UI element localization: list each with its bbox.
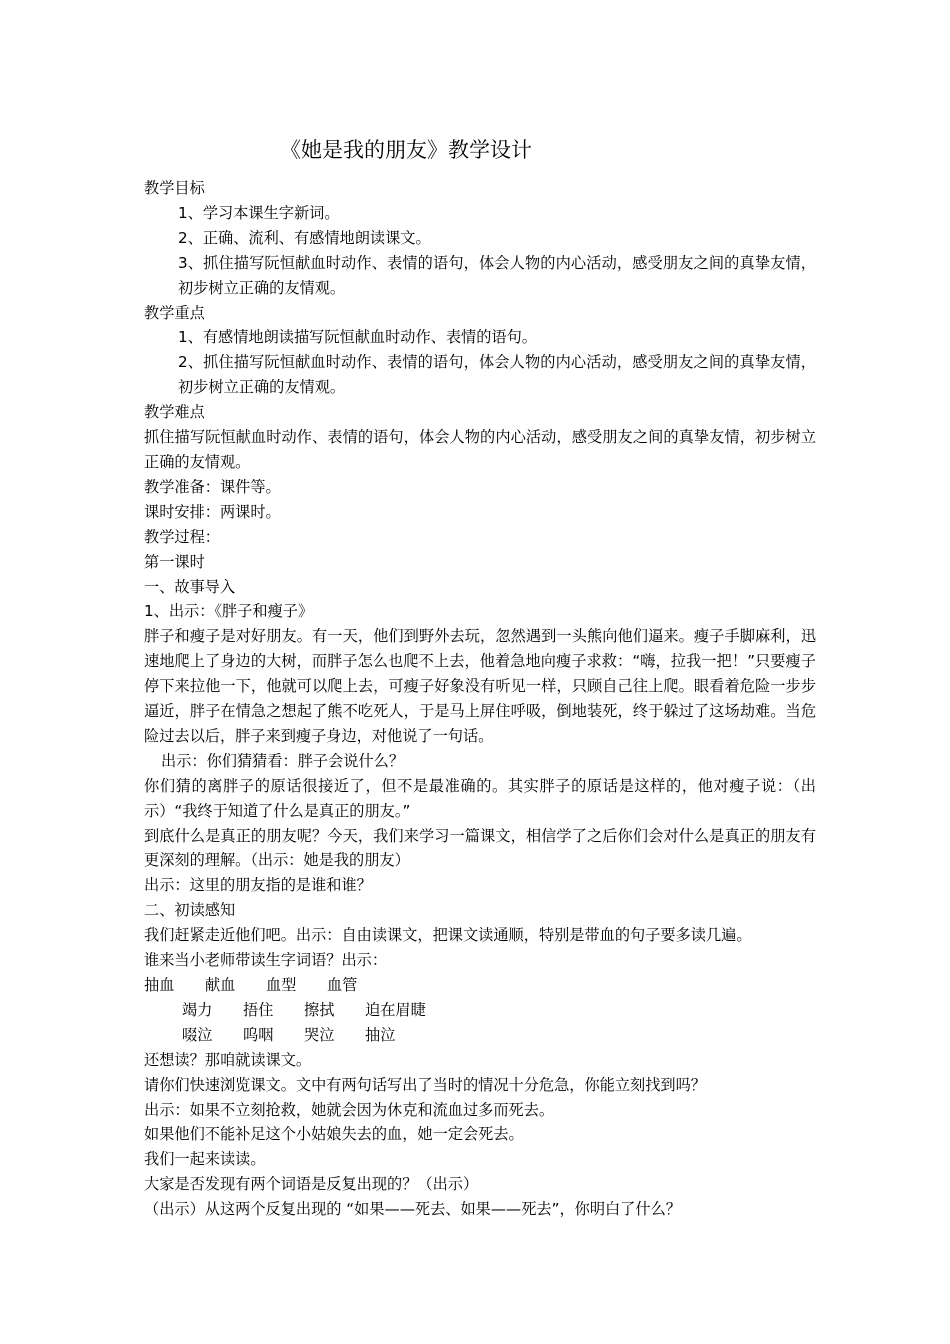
process-text: 教学过程： xyxy=(144,527,220,546)
vocab-word: 竭力 xyxy=(182,1000,213,1019)
document-title: 《她是我的朋友》教学设计 xyxy=(280,138,532,162)
goals-heading: 教学目标 xyxy=(144,179,205,197)
focus-item-text: 2、抓住描写阮恒献血时动作、表情的语句，体会人物的内心活动，感受朋友之间的真挚友情，初步树立正确的友情观。 xyxy=(178,353,816,397)
difficulty-text: 抓住描写阮恒献血时动作、表情的语句，体会人物的内心活动，感受朋友之间的真挚友情，初步树立正确的友情观。 xyxy=(144,428,816,471)
read-together-text: 我们一起来读读。 xyxy=(144,1150,266,1169)
part1-heading: 一、故事导入 xyxy=(144,577,236,596)
lesson-heading: 第一课时 xyxy=(144,552,205,571)
vocab-row xyxy=(144,973,816,998)
vocab-row xyxy=(144,998,816,1023)
focus-item xyxy=(144,350,816,400)
read-free-text: 我们赶紧走近他们吧。出示：自由读课文，把课文读通顺，特别是带血的句子要多读几遍。 xyxy=(144,926,752,945)
vocab-word: 迫在眉睫 xyxy=(365,1000,426,1019)
reveal-text: 你们猜的离胖子的原话很接近了，但不是最准确的。其实胖子的原话是这样的，他对瘦子说：（出示）“我终于知道了什么是真正的朋友。” xyxy=(144,776,816,820)
schedule-text: 课时安排：两课时。 xyxy=(144,502,281,521)
prep-text: 教学准备：课件等。 xyxy=(144,477,281,496)
vocab-word: 哭泣 xyxy=(304,1025,335,1044)
part1-show: 1、出示：《胖子和瘦子》 xyxy=(144,602,314,621)
difficulty-heading: 教学难点 xyxy=(144,403,205,422)
teacher-text: 谁来当小老师带读生字词语？出示： xyxy=(144,951,387,970)
vocab-word: 擦拭 xyxy=(304,1000,335,1019)
repeat-show-text: （出示）从这两个反复出现的 “如果——死去、如果——死去”，你明白了什么？ xyxy=(144,1200,681,1219)
vocab-word: 献血 xyxy=(205,976,236,994)
story-text: 胖子和瘦子是对好朋友。有一天，他们到野外去玩，忽然遇到一头熊向他们逼来。瘦子手脚麻利，迅速地爬上了身边的大树，而胖子怎么也爬不上去，他着急地向瘦子求救：“嗨，拉我一把！”只要瘦子停下来拉他一下，他就可以爬上去，可瘦子好象没有听见一样，只顾自己往上爬。眼看着危险一步步逼近，胖子在情急之想起了熊不吃死人，于是马上屏住呼吸，倒地装死，终于躲过了这场劫难。当危险过去以后，胖子来到瘦子身边，对他说了一句话。 xyxy=(144,627,816,745)
vocab-word: 抽泣 xyxy=(365,1025,396,1044)
show-if-text: 出示：如果不立刻抢救，她就会因为休克和流血过多而死去。 xyxy=(144,1100,555,1119)
vocab-word: 抽血 xyxy=(144,976,175,994)
vocab-word: 啜泣 xyxy=(182,1025,213,1044)
question-text: 到底什么是真正的朋友呢？今天，我们来学习一篇课文，相信学了之后你们会对什么是真正的朋友有更深刻的理解。（出示：她是我的朋友） xyxy=(144,826,816,870)
goal-item-text: 3、抓住描写阮恒献血时动作、表情的语句，体会人物的内心活动，感受朋友之间的真挚友情，初步树立正确的友情观。 xyxy=(178,253,816,297)
repeat-question-text: 大家是否发现有两个词语是反复出现的？（出示） xyxy=(144,1175,479,1194)
vocab-row xyxy=(144,1023,816,1048)
want-read-text: 还想读？那咱就读课文。 xyxy=(144,1050,312,1069)
vocab-word: 呜咽 xyxy=(243,1025,274,1044)
who-text: 出示：这里的朋友指的是谁和谁？ xyxy=(144,876,372,895)
goal-item: 2、正确、流利、有感情地朗读课文。 xyxy=(178,228,431,247)
browse-text: 请你们快速浏览课文。文中有两句话写出了当时的情况十分危急，你能立刻找到吗？ xyxy=(144,1075,706,1094)
document-body xyxy=(144,176,816,1222)
goal-item xyxy=(144,251,816,301)
vocab-word: 血型 xyxy=(266,976,297,994)
focus-item: 1、有感情地朗读描写阮恒献血时动作、表情的语句。 xyxy=(178,328,537,347)
part2-heading: 二、初读感知 xyxy=(144,901,236,920)
guess-text: 出示：你们猜猜看：胖子会说什么？ xyxy=(161,751,404,770)
vocab-word: 捂住 xyxy=(243,1000,274,1019)
if-not-text: 如果他们不能补足这个小姑娘失去的血，她一定会死去。 xyxy=(144,1125,524,1144)
vocab-word: 血管 xyxy=(327,976,358,994)
goal-item: 1、学习本课生字新词。 xyxy=(178,203,340,222)
focus-heading: 教学重点 xyxy=(144,303,205,322)
